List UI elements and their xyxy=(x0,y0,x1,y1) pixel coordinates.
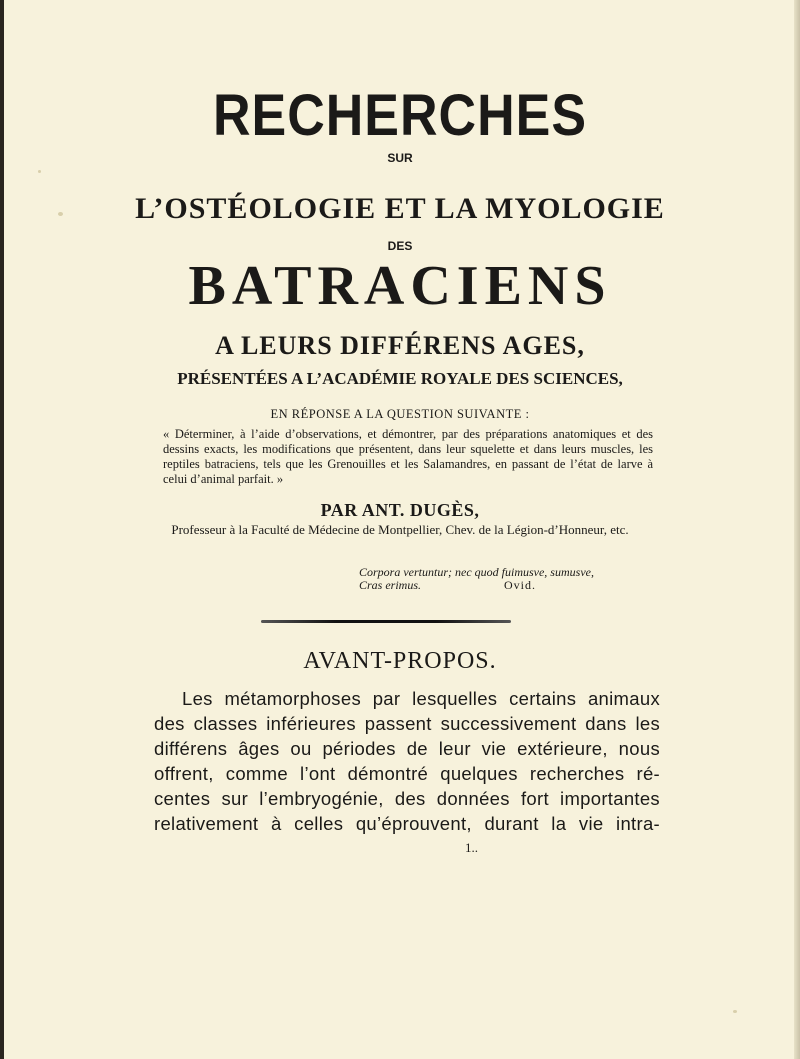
body-line: relativement à celles qu’éprouvent, durant la vie intra- xyxy=(154,813,660,834)
body-line: offrent, comme l’ont démontré quelques recherches ré- xyxy=(154,763,660,784)
signature-mark: 1.. xyxy=(465,840,478,855)
avant-propos-text xyxy=(154,686,660,836)
divider-rule xyxy=(261,620,511,623)
paper-speck xyxy=(733,1010,737,1013)
author-titles: Professeur à la Faculté de Médecine de Montpellier, Chev. de la Légion-d’Honneur, etc. xyxy=(171,522,629,537)
title-recherches: RECHERCHES xyxy=(212,83,588,149)
avant-propos-heading: AVANT-PROPOS. xyxy=(303,648,497,674)
paper-speck xyxy=(38,170,41,173)
body-line: Les métamorphoses par lesquelles certains animaux xyxy=(182,688,660,709)
title-subject: L’OSTÉOLOGIE ET LA MYOLOGIE xyxy=(135,192,665,225)
epigraph-source: Ovid. xyxy=(504,578,536,592)
title-des: DES xyxy=(387,239,413,253)
question-quote: « Déterminer, à l’aide d’observations, et démontrer, par des préparations anatomiques et des dessins exacts, les modifications que présentent, dans leur squelette et dans leurs muscles, les reptiles batraciens, tels que les Grenouilles et les Salamandres, en passant de l’état de larve à celui d’animal parfait. » xyxy=(163,427,653,486)
title-sur: SUR xyxy=(387,151,413,165)
body-line: différens âges ou périodes de leur vie extérieure, nous xyxy=(154,738,660,759)
epigraph xyxy=(359,566,594,592)
presented-line: PRÉSENTÉES A L’ACADÉMIE ROYALE DES SCIENCES, xyxy=(177,369,623,388)
epigraph-line-1: Corpora vertuntur; nec quod fuimusve, sumusve, xyxy=(359,565,594,579)
body-line: des classes inférieures passent successivement dans les xyxy=(154,713,660,734)
paper-speck xyxy=(58,212,63,216)
question-intro: EN RÉPONSE A LA QUESTION SUIVANTE : xyxy=(270,407,530,421)
epigraph-line-2: Cras erimus. xyxy=(359,578,422,592)
author-line: PAR ANT. DUGÈS, xyxy=(320,500,480,520)
title-batraciens: BATRACIENS xyxy=(188,255,612,317)
body-line: centes sur l’embryogénie, des données fort importantes xyxy=(154,788,660,809)
title-ages: A LEURS DIFFÉRENS AGES, xyxy=(215,331,585,360)
